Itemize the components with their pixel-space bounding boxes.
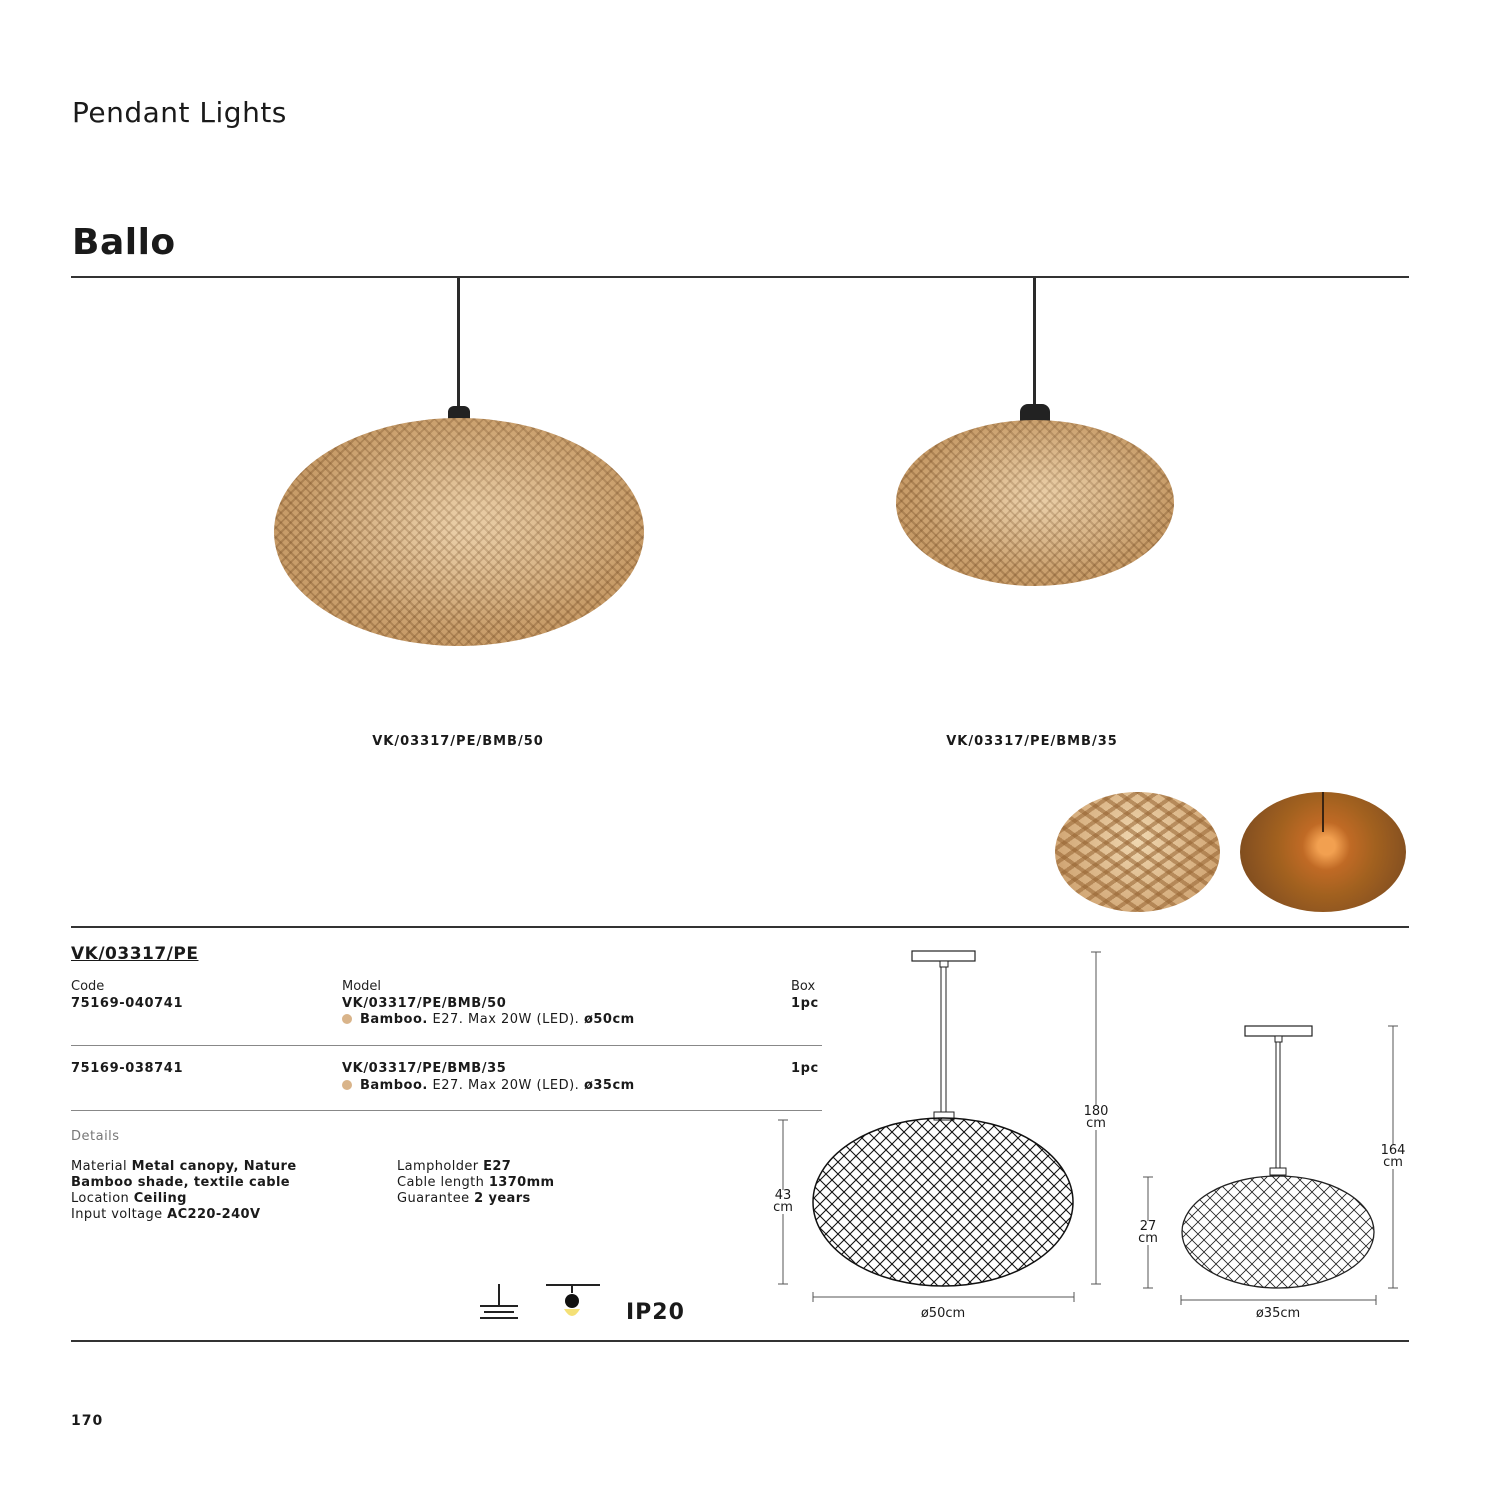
earth-ground-icon xyxy=(478,1282,520,1324)
material-label: Material xyxy=(71,1159,128,1174)
voltage-value: AC220-240V xyxy=(167,1207,261,1222)
row-model: VK/03317/PE/BMB/35 xyxy=(342,1061,507,1076)
bamboo-shade-small xyxy=(896,420,1174,586)
small-shade-height xyxy=(1128,1221,1168,1245)
lit-shade-detail-photo xyxy=(1240,792,1406,912)
finish-swatch xyxy=(342,1014,352,1024)
cable-label: Cable length xyxy=(397,1175,485,1190)
row-box: 1pc xyxy=(791,996,819,1011)
large-fixture-drawing xyxy=(778,951,1101,1302)
page-number: 170 xyxy=(71,1413,104,1429)
row-divider xyxy=(71,1110,822,1111)
finish-name: Bamboo. xyxy=(360,1012,428,1027)
dim-unit: cm xyxy=(773,1200,793,1215)
finish-desc: E27. Max 20W (LED). xyxy=(432,1078,580,1093)
small-total-height xyxy=(1373,1145,1413,1169)
weave-detail-photo xyxy=(1055,792,1220,912)
dim-value: 43 xyxy=(774,1188,792,1203)
material-value: Metal canopy, Nature xyxy=(131,1159,297,1174)
details-right-column xyxy=(397,1159,697,1207)
column-header-model: Model xyxy=(342,979,382,994)
location-value: Ceiling xyxy=(133,1191,187,1206)
large-diameter: ø50cm xyxy=(920,1306,966,1321)
finish-desc: E27. Max 20W (LED). xyxy=(432,1012,580,1027)
dim-value: 164 xyxy=(1380,1143,1406,1158)
family-code: VK/03317/PE xyxy=(71,944,199,964)
cable-value: 1370mm xyxy=(488,1175,555,1190)
bamboo-shade-large xyxy=(274,418,644,646)
row-model: VK/03317/PE/BMB/50 xyxy=(342,996,507,1011)
guarantee-label: Guarantee xyxy=(397,1191,470,1206)
cable xyxy=(1322,792,1324,832)
cable xyxy=(457,278,460,408)
details-left-column xyxy=(71,1159,371,1223)
finish-diameter: ø50cm xyxy=(583,1012,635,1027)
material-value-cont: Bamboo shade, textile cable xyxy=(71,1175,291,1190)
large-total-height xyxy=(1076,1106,1116,1130)
spec-divider xyxy=(71,926,1409,928)
dim-value: 27 xyxy=(1139,1219,1157,1234)
details-heading: Details xyxy=(71,1129,120,1144)
lampholder-label: Lampholder xyxy=(397,1159,479,1174)
ip-rating: IP20 xyxy=(626,1300,685,1325)
photo-caption-large: VK/03317/PE/BMB/50 xyxy=(372,734,544,749)
small-diameter: ø35cm xyxy=(1255,1306,1301,1321)
location-label: Location xyxy=(71,1191,130,1206)
column-header-box: Box xyxy=(791,979,816,994)
product-photo-small xyxy=(890,278,1180,598)
row-code: 75169-040741 xyxy=(71,996,184,1011)
dim-unit: cm xyxy=(1138,1231,1158,1246)
product-title: Ballo xyxy=(72,222,176,263)
row-finish xyxy=(342,1012,635,1027)
row-box: 1pc xyxy=(791,1061,819,1076)
large-shade-height xyxy=(763,1190,803,1214)
cable xyxy=(1033,278,1036,406)
voltage-label: Input voltage xyxy=(71,1207,163,1222)
row-finish xyxy=(342,1078,635,1093)
category-title: Pendant Lights xyxy=(72,96,287,129)
dim-value: 180 xyxy=(1083,1104,1109,1119)
bottom-divider xyxy=(71,1340,1409,1342)
photo-caption-small: VK/03317/PE/BMB/35 xyxy=(946,734,1118,749)
product-photo-large xyxy=(270,278,650,658)
technical-drawings xyxy=(760,940,1420,1340)
lampholder-value: E27 xyxy=(483,1159,512,1174)
row-divider xyxy=(71,1045,822,1046)
dim-unit: cm xyxy=(1383,1155,1403,1170)
finish-swatch xyxy=(342,1080,352,1090)
finish-name: Bamboo. xyxy=(360,1078,428,1093)
guarantee-value: 2 years xyxy=(474,1191,531,1206)
dim-unit: cm xyxy=(1086,1116,1106,1131)
pendant-light-icon xyxy=(546,1283,600,1323)
column-header-code: Code xyxy=(71,979,105,994)
finish-diameter: ø35cm xyxy=(583,1078,635,1093)
small-fixture-drawing xyxy=(1143,1026,1398,1305)
row-code: 75169-038741 xyxy=(71,1061,184,1076)
